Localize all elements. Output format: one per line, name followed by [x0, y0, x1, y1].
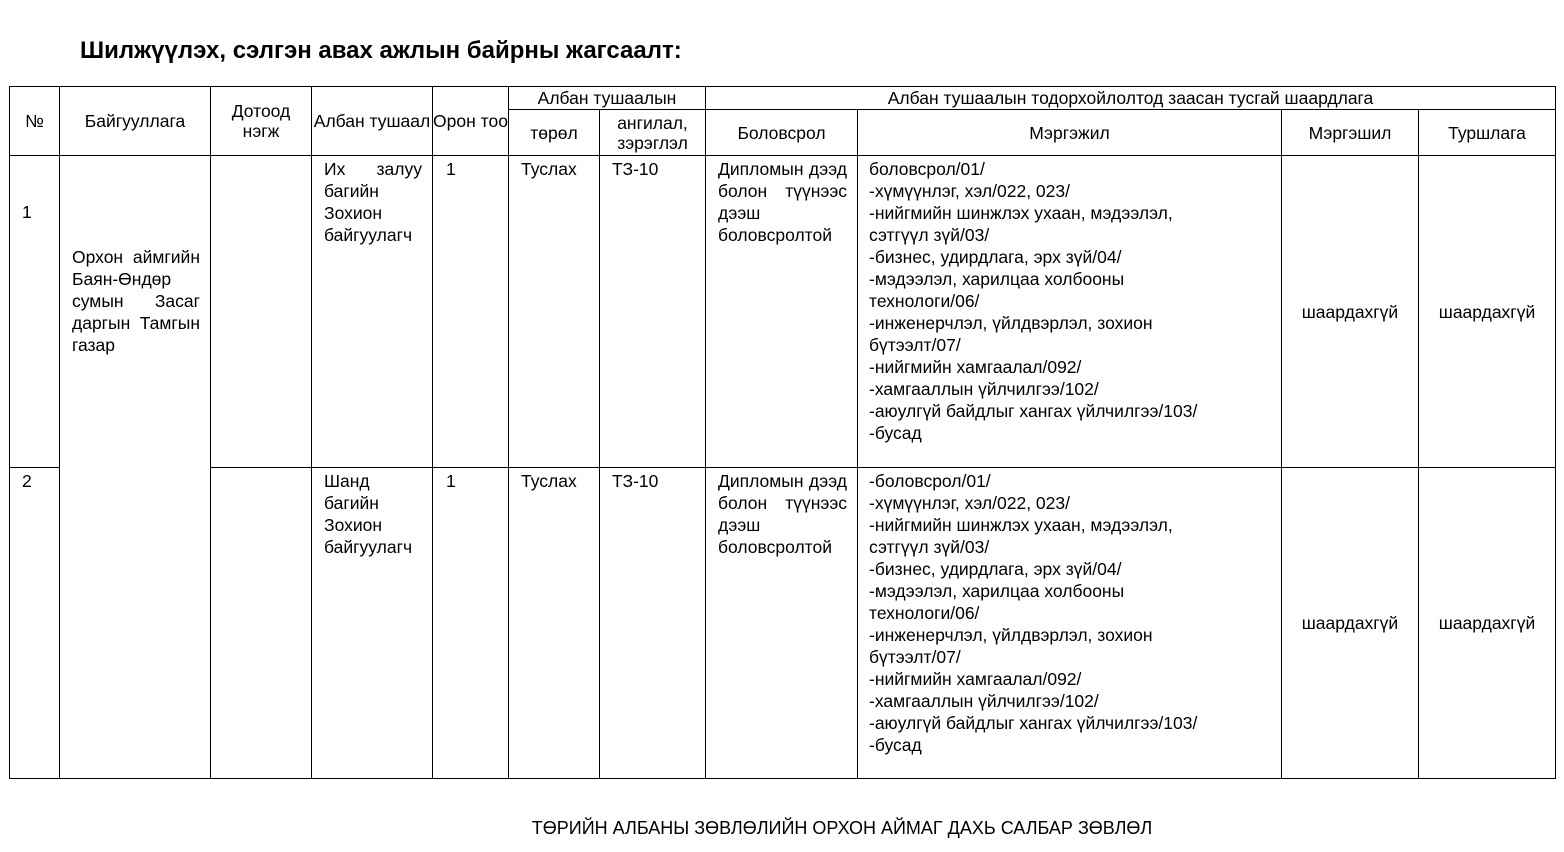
profession-line: -хүмүүнлэг, хэл/022, 023/: [869, 493, 1070, 513]
row-number: 1: [10, 156, 60, 468]
experience-cell: шаардахгүй: [1419, 156, 1556, 468]
profession-line: -хүмүүнлэг, хэл/022, 023/: [869, 181, 1070, 201]
profession-line: -нийгмийн хамгаалал/092/: [869, 357, 1082, 377]
profession-line: технологи/06/: [869, 603, 980, 623]
header-row-top: [10, 87, 1556, 110]
profession-line: -мэдээлэл, харилцаа холбооны: [869, 581, 1125, 601]
profession-line: -инженерчлэл, үйлдвэрлэл, зохион: [869, 625, 1153, 645]
page-title: Шилжүүлэх, сэлгэн авах ажлын байрны жагсаалт:: [80, 37, 682, 64]
classification-cell: ТЗ-10: [600, 156, 706, 468]
profession-line: технологи/06/: [869, 291, 980, 311]
type-cell: Туслах: [509, 468, 600, 779]
profession-line: сэтгүүл зүй/03/: [869, 225, 990, 245]
profession-line: -бизнес, удирдлага, эрх зүй/04/: [869, 247, 1122, 267]
organization-cell: Орхон аймгийн Баян-Өндөр сумын Засаг даргын Тамгын газар: [60, 156, 211, 779]
experience-cell: шаардахгүй: [1419, 468, 1556, 779]
profession-cell: [858, 468, 1282, 779]
header-position-group: Албан тушаалын: [509, 87, 706, 110]
header-num: №: [10, 87, 60, 156]
header-position: Албан тушаал: [312, 87, 433, 156]
table-row: [10, 156, 1556, 468]
profession-line: боловсрол/01/: [869, 159, 985, 179]
profession-line: -аюулгүй байдлыг хангах үйлчилгээ/103/: [869, 401, 1198, 421]
profession-line: -бизнес, удирдлага, эрх зүй/04/: [869, 559, 1122, 579]
profession-line: -аюулгүй байдлыг хангах үйлчилгээ/103/: [869, 713, 1198, 733]
row-number: 2: [10, 468, 60, 779]
profession-line: -нийгмийн шинжлэх ухаан, мэдээлэл,: [869, 515, 1173, 535]
skill-cell: шаардахгүй: [1282, 468, 1419, 779]
profession-line: бүтээлт/07/: [869, 647, 961, 667]
classification-cell: ТЗ-10: [600, 468, 706, 779]
profession-line: -бусад: [869, 423, 922, 443]
profession-cell: [858, 156, 1282, 468]
header-count: Орон тоо: [433, 87, 509, 156]
count-cell: 1: [433, 468, 509, 779]
education-cell: Дипломын дээд болон түүнээс дээш боловсролтой: [706, 156, 858, 468]
council-footer: ТӨРИЙН АЛБАНЫ ЗӨВЛӨЛИЙН ОРХОН АЙМАГ ДАХЬ САЛБАР ЗӨВЛӨЛ: [531, 818, 1153, 838]
profession-line: бүтээлт/07/: [869, 335, 961, 355]
profession-line: -инженерчлэл, үйлдвэрлэл, зохион: [869, 313, 1153, 333]
header-skill: Мэргэшил: [1282, 110, 1419, 156]
header-requirements-group: Албан тушаалын тодорхойлолтод заасан тусгай шаардлага: [706, 87, 1556, 110]
job-list-table: [9, 86, 1556, 779]
skill-cell: шаардахгүй: [1282, 156, 1419, 468]
unit-cell: [211, 468, 312, 779]
profession-line: -мэдээлэл, харилцаа холбооны: [869, 269, 1125, 289]
profession-line: -хамгааллын үйлчилгээ/102/: [869, 691, 1099, 711]
profession-line: -бусад: [869, 735, 922, 755]
profession-line: -нийгмийн шинжлэх ухаан, мэдээлэл,: [869, 203, 1173, 223]
position-cell: Шанд багийн Зохион байгуулагч: [312, 468, 433, 779]
table-row: [10, 468, 1556, 779]
header-experience: Туршлага: [1419, 110, 1556, 156]
header-profession: Мэргэжил: [858, 110, 1282, 156]
header-type: төрөл: [509, 110, 600, 156]
type-cell: Туслах: [509, 156, 600, 468]
profession-line: -нийгмийн хамгаалал/092/: [869, 669, 1082, 689]
profession-line: -хамгааллын үйлчилгээ/102/: [869, 379, 1099, 399]
profession-line: сэтгүүл зүй/03/: [869, 537, 990, 557]
education-cell: Дипломын дээд болон түүнээс дээш боловсролтой: [706, 468, 858, 779]
header-unit: Дотоод нэгж: [211, 87, 312, 156]
unit-cell: [211, 156, 312, 468]
header-classification: ангилал, зэрэглэл: [600, 110, 706, 156]
position-cell: Их залуу багийн Зохион байгуулагч: [312, 156, 433, 468]
count-cell: 1: [433, 156, 509, 468]
profession-line: -боловсрол/01/: [869, 471, 991, 491]
header-organization: Байгууллага: [60, 87, 211, 156]
header-education: Боловсрол: [706, 110, 858, 156]
